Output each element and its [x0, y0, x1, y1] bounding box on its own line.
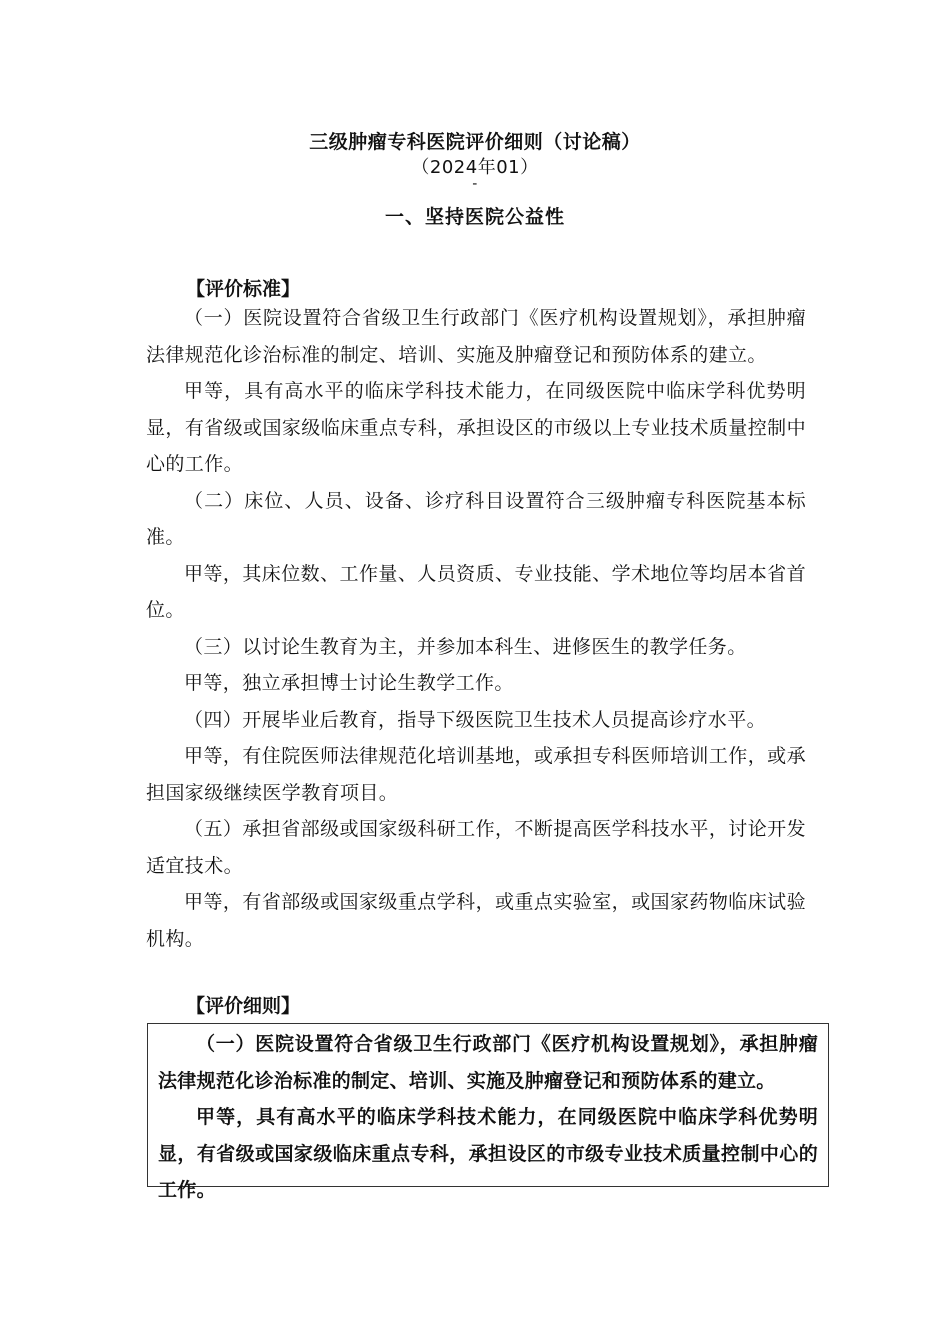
detail-paragraph: 甲等，具有高水平的临床学科技术能力，在同级医院中临床学科优势明显，有省级或国家级临床重点专科，承担设区的市级专业技术质量控制中心的工作。: [158, 1106, 818, 1201]
detail-paragraph: （一）医院设置符合省级卫生行政部门《医疗机构设置规划》，承担肿瘤法律规范化诊治标准的制定、培训、实施及肿瘤登记和预防体系的建立。: [158, 1033, 818, 1092]
standard-paragraph: 甲等，有住院医师法律规范化培训基地，或承担专科医师培训工作，或承担国家级继续医学教育项目。: [146, 745, 806, 804]
details-heading: 【评价细则】: [186, 995, 301, 1017]
standards-heading: 【评价标准】: [186, 278, 301, 300]
document-title: 三级肿瘤专科医院评价细则（讨论稿）: [309, 131, 641, 153]
document-version: （2024年01）: [411, 157, 539, 178]
title-dash: -: [472, 176, 478, 192]
standard-paragraph: （一）医院设置符合省级卫生行政部门《医疗机构设置规划》，承担肿瘤法律规范化诊治标准的制定、培训、实施及肿瘤登记和预防体系的建立。: [146, 307, 806, 366]
standard-paragraph: （三）以讨论生教育为主，并参加本科生、进修医生的教学任务。: [184, 635, 747, 658]
standard-paragraph: （二）床位、人员、设备、诊疗科目设置符合三级肿瘤专科医院基本标准。: [146, 489, 806, 548]
standard-paragraph: 甲等，其床位数、工作量、人员资质、专业技能、学术地位等均居本省首位。: [146, 562, 806, 621]
section-heading: 一、坚持医院公益性: [384, 206, 565, 228]
standard-paragraph: （四）开展毕业后教育，指导下级医院卫生技术人员提高诊疗水平。: [184, 708, 767, 731]
standard-paragraph: （五）承担省部级或国家级科研工作，不断提高医学科技水平，讨论开发适宜技术。: [146, 818, 806, 877]
details-box: [147, 1023, 829, 1201]
standard-paragraph: 甲等，独立承担博士讨论生教学工作。: [184, 672, 514, 694]
standards-body: [146, 300, 806, 957]
standard-paragraph: 甲等，有省部级或国家级重点学科，或重点实验室，或国家药物临床试验机构。: [146, 891, 806, 950]
standard-paragraph: 甲等，具有高水平的临床学科技术能力，在同级医院中临床学科优势明显，有省级或国家级临床重点专科，承担设区的市级以上专业技术质量控制中心的工作。: [146, 380, 806, 475]
